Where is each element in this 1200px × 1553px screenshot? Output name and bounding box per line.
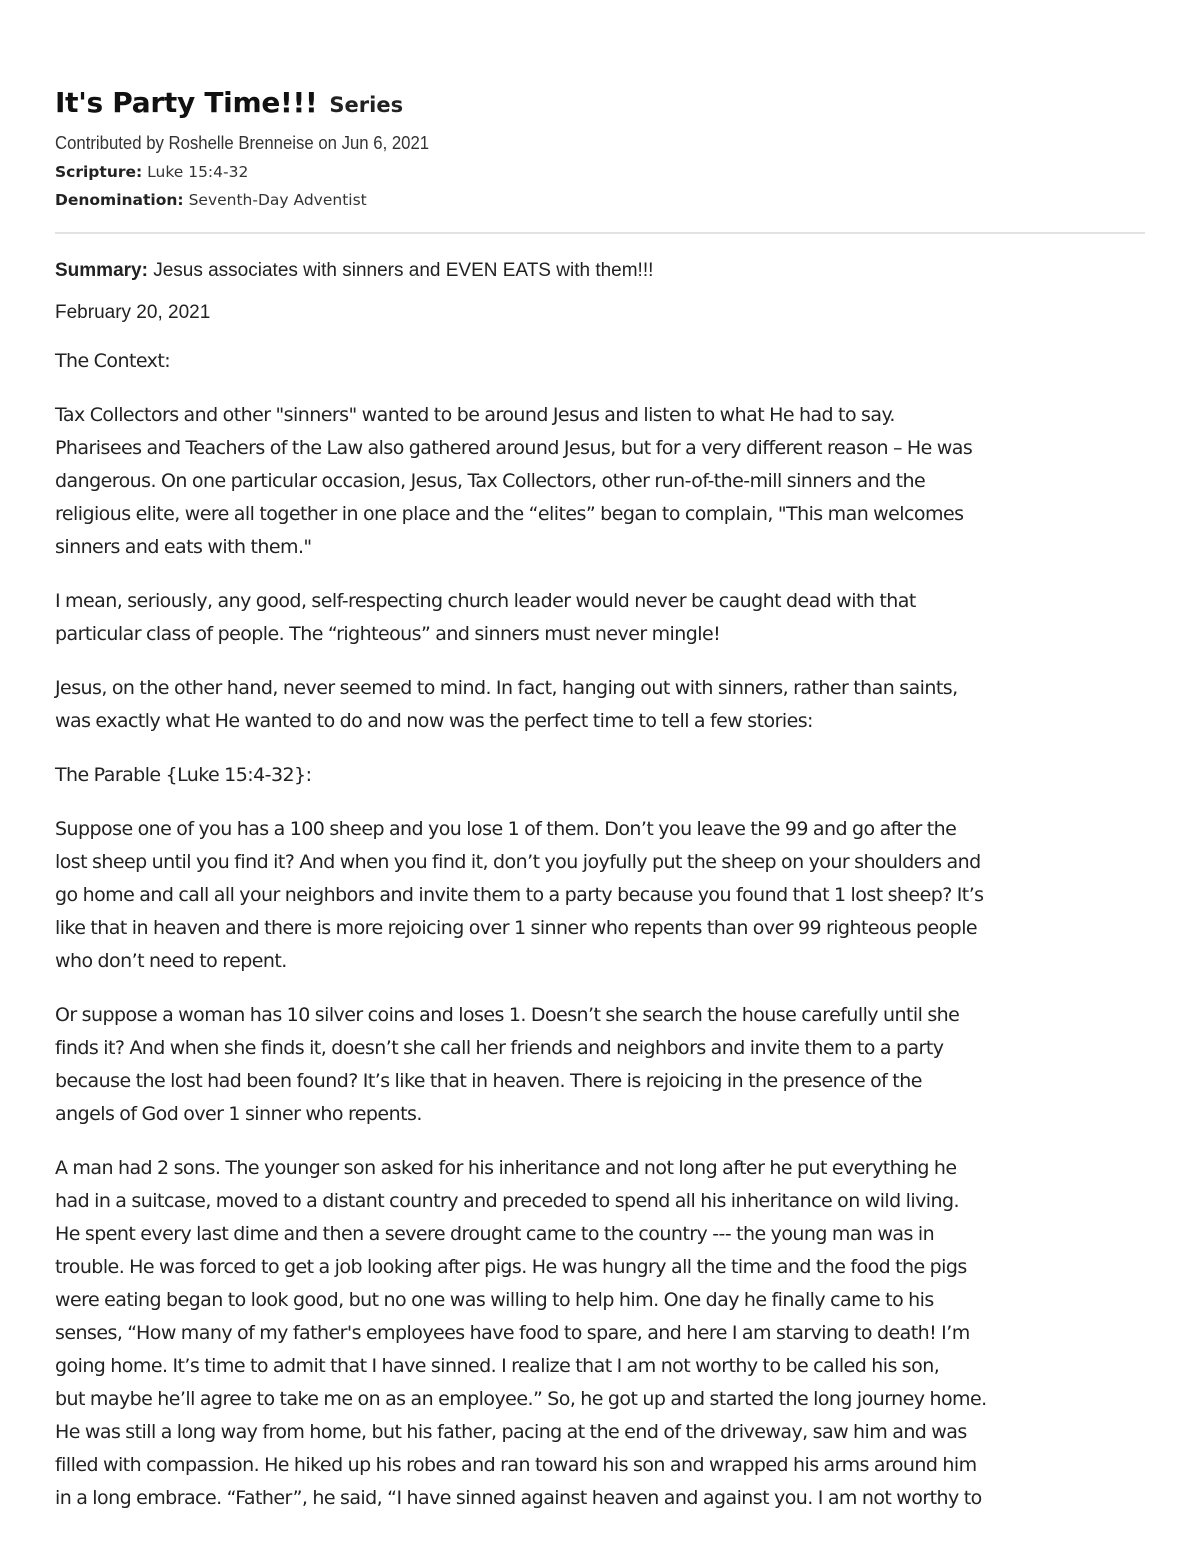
body-line: going home. It’s time to admit that I have sinned. I realize that I am not worthy to be called his son,: [55, 1355, 940, 1377]
body-line: I mean, seriously, any good, self-respecting church leader would never be caught dead with that: [55, 590, 916, 612]
body-line: religious elite, were all together in one place and the “elites” began to complain, "This man welcomes: [55, 503, 964, 525]
sermon-page: [55, 86, 1145, 1515]
body-line: who don’t need to repent.: [55, 950, 287, 972]
body-line: particular class of people. The “righteous” and sinners must never mingle!: [55, 623, 721, 645]
body-paragraph: [55, 399, 1145, 564]
body-line: because the lost had been found? It’s like that in heaven. There is rejoicing in the presence of the: [55, 1070, 922, 1092]
body-line: Suppose one of you has a 100 sheep and you lose 1 of them. Don’t you leave the 99 and go after the: [55, 818, 957, 840]
scripture-value: Luke 15:4-32: [147, 163, 249, 181]
body-line: finds it? And when she finds it, doesn’t she call her friends and neighbors and invite them to a party: [55, 1037, 944, 1059]
page-title: It's Party Time!!!: [55, 86, 318, 119]
body-line: He spent every last dime and then a severe drought came to the country --- the young man was in: [55, 1223, 935, 1245]
summary: [55, 260, 1145, 282]
scripture-label: Scripture:: [55, 163, 143, 181]
scripture-row: [55, 163, 1145, 181]
body-line: lost sheep until you find it? And when you find it, don’t you joyfully put the sheep on your shoulders and: [55, 851, 981, 873]
summary-text: Jesus associates with sinners and EVEN EATS with them!!!: [153, 260, 654, 281]
denomination-row: [55, 191, 1145, 209]
body-line: like that in heaven and there is more rejoicing over 1 sinner who repents than over 99 righteous people: [55, 917, 978, 939]
body-line: had in a suitcase, moved to a distant country and preceded to spend all his inheritance on wild living.: [55, 1190, 960, 1212]
body-line: go home and call all your neighbors and invite them to a party because you found that 1 lost sheep? It’s: [55, 884, 984, 906]
body-line: was exactly what He wanted to do and now was the perfect time to tell a few stories:: [55, 710, 813, 732]
body-line: A man had 2 sons. The younger son asked for his inheritance and not long after he put everything he: [55, 1157, 957, 1179]
body-line: angels of God over 1 sinner who repents.: [55, 1103, 422, 1125]
body-line: in a long embrace. “Father”, he said, “I have sinned against heaven and against you. I am not worthy to: [55, 1487, 982, 1509]
body-paragraph: [55, 585, 1145, 651]
body-paragraph: [55, 759, 1145, 792]
body-paragraph: [55, 813, 1145, 978]
body-line: He was still a long way from home, but his father, pacing at the end of the driveway, saw him and was: [55, 1421, 967, 1443]
body-line: sinners and eats with them.": [55, 536, 312, 558]
body-paragraph: [55, 999, 1145, 1131]
denomination-label: Denomination:: [55, 191, 184, 209]
body-paragraph: [55, 345, 1145, 378]
series-label[interactable]: Series: [329, 93, 404, 117]
body-line: Pharisees and Teachers of the Law also gathered around Jesus, but for a very different reason – He was: [55, 437, 973, 459]
body-line: Tax Collectors and other "sinners" wanted to be around Jesus and listen to what He had to say.: [55, 404, 895, 426]
body-paragraph: [55, 1152, 1145, 1515]
body-line: Or suppose a woman has 10 silver coins and loses 1. Doesn’t she search the house carefully until she: [55, 1004, 960, 1026]
body-line: Jesus, on the other hand, never seemed to mind. In fact, hanging out with sinners, rather than saints,: [55, 677, 958, 699]
contributor-byline: Contributed by Roshelle Brenneise on Jun 6, 2021: [55, 133, 430, 153]
body-line: trouble. He was forced to get a job looking after pigs. He was hungry all the time and the food the pigs: [55, 1256, 967, 1278]
body-line: filled with compassion. He hiked up his robes and ran toward his son and wrapped his arms around him: [55, 1454, 977, 1476]
title-row: [55, 86, 1145, 119]
sermon-body: [55, 345, 1145, 1515]
summary-label: Summary:: [55, 260, 148, 281]
header-divider: [55, 232, 1145, 234]
body-paragraph: [55, 672, 1145, 738]
body-line: were eating began to look good, but no one was willing to help him. One day he finally came to his: [55, 1289, 934, 1311]
body-line: dangerous. On one particular occasion, Jesus, Tax Collectors, other run-of-the-mill sinners and the: [55, 470, 926, 492]
body-line: The Context:: [55, 350, 171, 372]
denomination-value: Seventh-Day Adventist: [188, 191, 367, 209]
body-line: The Parable {Luke 15:4-32}:: [55, 764, 312, 786]
body-line: but maybe he’ll agree to take me on as an employee.” So, he got up and started the long journey home.: [55, 1388, 987, 1410]
body-line: senses, “How many of my father's employees have food to spare, and here I am starving to death! I’m: [55, 1322, 970, 1344]
sermon-date: February 20, 2021: [55, 302, 211, 323]
